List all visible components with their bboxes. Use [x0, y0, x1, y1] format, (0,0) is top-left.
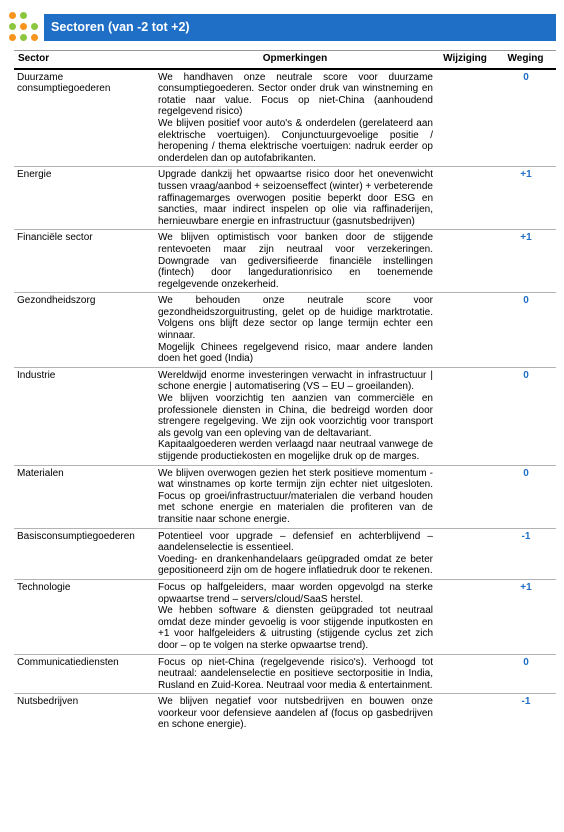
sector-change — [435, 694, 495, 733]
sector-name: Nutsbedrijven — [14, 694, 155, 733]
remark-paragraph: We behouden onze neutrale score voor gezondheidszorguitrusting, gelet op de huidige marktrotatie. Volgens ons blijft deze sector op lange termijn echter een winnaar. — [158, 295, 433, 342]
column-header-weight: Weging — [495, 51, 556, 69]
sector-change — [435, 293, 495, 368]
sector-name: Communicatiediensten — [14, 654, 155, 694]
remark-paragraph: We blijven optimistisch voor banken door de stijgende rentevoeten maar zijn neutraal voor verzekeringen. Downgrade van gediversifieerde financiële instellingen (fintech) door langedurationrisico en toenemende regelgevende onzekerheid. — [158, 232, 433, 290]
remark-paragraph: Focus op halfgeleiders, maar worden opgevolgd na sterke opwaartse trend – servers/cloud/SaaS herstel. — [158, 581, 433, 605]
sector-name: Energie — [14, 167, 155, 230]
remark-paragraph: Potentieel voor upgrade – defensief en achterblijvend – aandelenselectie is essentieel. — [158, 530, 433, 554]
sector-weight: 0 — [495, 293, 556, 368]
sector-change — [435, 69, 495, 167]
sector-remarks — [155, 465, 435, 528]
sector-table — [14, 50, 556, 733]
column-header-remarks: Opmerkingen — [155, 51, 435, 69]
sector-name: Gezondheidszorg — [14, 293, 155, 368]
column-header-sector: Sector — [14, 51, 155, 69]
sector-name: Financiële sector — [14, 230, 155, 293]
sector-weight: 0 — [495, 465, 556, 528]
sector-weight: 0 — [495, 654, 556, 694]
remark-paragraph: We hebben software & diensten geüpgraded tot neutraal omdat deze minder gevoelig is voor stijgende inputkosten en +1 voor halfgeleiders & uitrusting (stijgende cyclus zet zich door – op te volgen na sterke opwaartse trend). — [158, 605, 433, 651]
sector-name: Duurzame consumptiegoederen — [14, 69, 155, 167]
table-row — [14, 367, 556, 465]
sector-name: Technologie — [14, 579, 155, 654]
sector-remarks — [155, 230, 435, 293]
column-header-change: Wijziging — [435, 51, 495, 69]
sector-remarks — [155, 528, 435, 579]
sector-name: Materialen — [14, 465, 155, 528]
remark-paragraph: We blijven overwogen gezien het sterk positieve momentum - wat winstnames op korte termijn zijn echter niet uitgesloten. Focus op groei/infrastructuur/materialen die verband houden met schone energie en materialen die profiteren van de transitie naar schone energie. — [158, 467, 433, 525]
logo-icon — [6, 8, 42, 44]
table-row — [14, 694, 556, 733]
table-header-row — [14, 51, 556, 69]
remark-paragraph: We handhaven onze neutrale score voor duurzame consumptiegoederen. Sector onder druk van winstneming en rotatie naar value. Focus op niet-China (aanhoudend regelgevend risico) — [158, 71, 433, 118]
sector-remarks — [155, 167, 435, 230]
remark-paragraph: Kapitaalgoederen werden verlaagd naar neutraal vanwege de stijgende productiekosten en mogelijke druk op de marges. — [158, 439, 433, 462]
sector-weight: -1 — [495, 528, 556, 579]
table-row — [14, 528, 556, 579]
sector-weight: 0 — [495, 69, 556, 167]
sector-remarks — [155, 69, 435, 167]
sector-change — [435, 465, 495, 528]
table-row — [14, 69, 556, 167]
sector-weight: -1 — [495, 694, 556, 733]
sector-change — [435, 167, 495, 230]
sector-change — [435, 230, 495, 293]
sector-change — [435, 579, 495, 654]
sector-remarks — [155, 367, 435, 465]
page-title: Sectoren (van -2 tot +2) — [44, 14, 556, 41]
sector-remarks — [155, 293, 435, 368]
table-row — [14, 579, 556, 654]
sector-change — [435, 528, 495, 579]
sector-weight: +1 — [495, 167, 556, 230]
sector-remarks — [155, 694, 435, 733]
sector-weight: 0 — [495, 367, 556, 465]
table-row — [14, 465, 556, 528]
table-row — [14, 293, 556, 368]
remark-paragraph: We blijven voorzichtig ten aanzien van commerciële en professionele diensten in China, die bedreigd worden door strengere regelgeving. We zijn ook voorzichtig voor transport als gevolg van een opleving van de deltavariant. — [158, 393, 433, 439]
remark-paragraph: Mogelijk Chinees regelgevend risico, maar andere landen doen het goed (India) — [158, 341, 433, 365]
table-row — [14, 167, 556, 230]
sector-change — [435, 367, 495, 465]
sector-name: Industrie — [14, 367, 155, 465]
remark-paragraph: Wereldwijd enorme investeringen verwacht in infrastructuur | schone energie | automatisering (VS – EU – groeilanden). — [158, 369, 433, 393]
sector-remarks — [155, 579, 435, 654]
table-row — [14, 230, 556, 293]
remark-paragraph: We blijven negatief voor nutsbedrijven en bouwen onze voorkeur voor defensieve aandelen af (focus op gasbedrijven en schone energie). — [158, 696, 433, 731]
sector-weight: +1 — [495, 230, 556, 293]
sector-remarks — [155, 654, 435, 694]
remark-paragraph: We blijven positief voor auto's & onderdelen (gerelateerd aan elektrische voertuigen). Conjunctuurgevoelige positie / heropening / thema elektrische voertuigen: nadruk eerder op onderdelen dan op autofabrikanten. — [158, 117, 433, 164]
table-row — [14, 654, 556, 694]
sector-name: Basisconsumptiegoederen — [14, 528, 155, 579]
sector-change — [435, 654, 495, 694]
remark-paragraph: Voeding- en drankenhandelaars geüpgraded omdat ze beter gepositioneerd zijn om de hogere inflatiedruk door te rekenen. — [158, 553, 433, 577]
remark-paragraph: Upgrade dankzij het opwaartse risico door het onevenwicht tussen vraag/aanbod + seizoenseffect (winter) + verbeterende raffinagemarges overwogen positie beperkt door ESG en sancties, maar indirect inspelen op olie via raffinaderijen, hernieuwbare energie en infrastructuur (gasnutsbedrijven) — [158, 169, 433, 227]
sector-weight: +1 — [495, 579, 556, 654]
remark-paragraph: Focus op niet-China (regelgevende risico's). Verhoogd tot neutraal: aandelenselectie en positieve sectorpositie in India, Rusland en Zuid-Korea. Neutraal voor media & entertainment. — [158, 656, 433, 691]
